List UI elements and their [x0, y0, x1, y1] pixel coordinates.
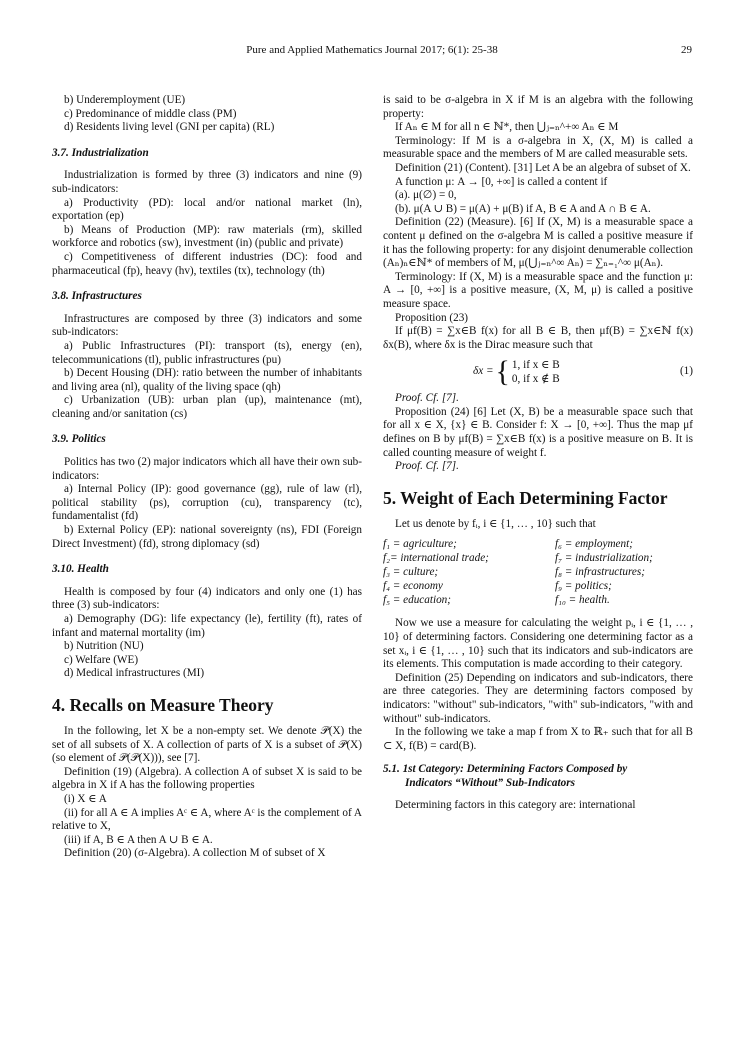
factor-item: f₇ = industrialization; [555, 552, 653, 565]
list-item: (i) X ∈ A [64, 792, 107, 805]
paragraph: In the following we take a map f from X to ℝ₊ such that for all B ⊂ X, f(B) = card(B). [383, 726, 693, 752]
section-heading-health: 3.10. Health [52, 563, 109, 576]
journal-citation: Pure and Applied Mathematics Journal 2017; 6(1): 25-38 [246, 44, 498, 56]
paragraph: Industrialization is formed by three (3) indicators and nine (9) sub-indicators: [52, 169, 362, 195]
section-heading-measure-theory: 4. Recalls on Measure Theory [52, 694, 274, 715]
list-item: a) Demography (DG): life expectancy (le), fertility (ft), rates of infant and maternal mortality (im) [52, 613, 362, 639]
equation-lhs: δx = [473, 365, 494, 378]
factor-item: f₁₀ = health. [555, 594, 610, 607]
page-header [52, 44, 692, 60]
definition-21: Definition (21) (Content). [31] Let A be an algebra of subset of X. [395, 161, 691, 174]
list-item: (iii) if A, B ∈ A then A ∪ B ∈ A. [64, 833, 213, 846]
list-item: c) Predominance of middle class (PM) [64, 107, 237, 120]
list-item: b) Underemployment (UE) [64, 94, 186, 106]
equation-case: 0, if x ∉ B [511, 373, 560, 386]
proposition-23: Proposition (23) [395, 311, 469, 324]
equation-cases [512, 358, 560, 386]
paragraph: Determining factors in this category are: international [395, 798, 636, 811]
section-heading-politics: 3.9. Politics [52, 433, 106, 446]
paragraph: A function μ: A → [0, +∞] is called a content if [395, 175, 608, 188]
left-column [52, 94, 362, 861]
equation-1 [383, 355, 693, 389]
factor-item: f₄ = economy [383, 580, 443, 593]
equation-number: (1) [679, 365, 693, 378]
paragraph: Health is composed by four (4) indicators and only one (1) has three (3) sub-indicators: [52, 585, 362, 612]
factor-table [383, 537, 693, 607]
list-item: a) Productivity (PD): local and/or national market (ln), exportation (ep) [52, 196, 362, 223]
factor-item: f₈ = infrastructures; [555, 566, 645, 579]
paragraph: In the following, let X be a non-empty set. We denote 𝒫(X) the set of all subsets of X. A collection of parts of X is a subset of 𝒫(X) (so element of 𝒫(𝒫(X))), see [7]. [52, 724, 362, 765]
factor-item: f₅ = education; [383, 594, 451, 607]
list-item: (a). μ(∅) = 0, [395, 189, 457, 202]
subsection-heading-line: 5.1. 1st Category: Determining Factors Composed by [383, 763, 628, 776]
subsection-heading-line: Indicators “Without” Sub-Indicators [405, 776, 575, 789]
factor-item: f₁ = agriculture; [383, 538, 457, 551]
definition-19: Definition (19) (Algebra). A collection A of subset X is said to be algebra in X if A has the following properties [52, 765, 362, 792]
proposition-24: Proposition (24) [6] Let (X, B) be a measurable space such that for all x ∈ X, {x} ∈ B. Consider f: X → [0, +∞]. Thus the map μf defines on B by μf(B) = ∑x∈B f(x) is a positive measure on B. It is called counting measure of weight f. [383, 405, 693, 459]
factor-item: f₉ = politics; [555, 580, 612, 593]
paragraph: If μf(B) = ∑x∈B f(x) for all B ∈ B, then μf(B) = ∑x∈ℕ f(x) δx(B), where δx is the Dirac measure such that [383, 325, 693, 351]
right-column [383, 94, 693, 812]
list-item: c) Urbanization (UB): urban plan (up), maintenance (mt), cleaning and/or sanitation (cs) [52, 394, 362, 420]
factor-item: f₆ = employment; [555, 538, 633, 551]
page-number: 29 [681, 44, 692, 56]
proof: Proof. Cf. [7]. [395, 392, 459, 405]
section-heading-infrastructures: 3.8. Infrastructures [52, 290, 142, 303]
paragraph: Politics has two (2) major indicators which all have their own sub-indicators: [52, 456, 362, 482]
list-item: d) Medical infrastructures (MI) [64, 667, 205, 680]
paragraph: Now we use a measure for calculating the weight pᵢ, i ∈ {1, … , 10} of determining factors. Considering one determining factor as a set xᵢ, i ∈ {1, … , 10} such that its indicators and sub-indicators are its elements. This computation is made according to their category. [383, 617, 693, 671]
list-item: (b). μ(A ∪ B) = μ(A) + μ(B) if A, B ∈ A and A ∩ B ∈ A. [395, 202, 651, 215]
paragraph: Infrastructures are composed by three (3) indicators and some sub-indicators: [52, 312, 362, 339]
subsection-heading-first-category [383, 763, 693, 790]
paragraph: is said to be σ-algebra in X if M is an algebra with the following property: [383, 94, 693, 120]
list-item: c) Competitiveness of different industries (DC): food and pharmaceutical (fp), heavy (hv), textiles (tx), technology (th) [52, 250, 362, 277]
list-item: b) Decent Housing (DH): ratio between the number of inhabitants and living area (nl), quality of the living space (qh) [52, 367, 362, 393]
section-heading-industrialization: 3.7. Industrialization [52, 146, 149, 159]
list-item: d) Residents living level (GNI per capita) (RL) [64, 121, 275, 134]
definition-25: Definition (25) Depending on indicators and sub-indicators, there are three categories. They are determining factors composed by indicators: "without" sub-indicators, "with" sub-indicators, "with and without" sub-indicators. [383, 671, 693, 725]
section-heading-weight: 5. Weight of Each Determining Factor [383, 487, 668, 508]
list-item: b) External Policy (EP): national sovereignty (ns), FDI (Foreign Direct Investment) (fd), strong diplomacy (sd) [52, 524, 362, 550]
factor-item: f₂= international trade; [383, 552, 489, 565]
list-item: b) Nutrition (NU) [64, 640, 144, 653]
list-item: a) Public Infrastructures (PI): transport (ts), energy (en), telecommunications (tl), public infrastructures (pu) [52, 339, 362, 366]
list-item: b) Means of Production (MP): raw materials (rm), skilled workforce and robotics (sw), investment (in) (public and private) [52, 223, 362, 250]
paragraph: Let us denote by fᵢ, i ∈ {1, … , 10} such that [395, 517, 596, 530]
list-item: a) Internal Policy (IP): good governance (gg), rule of law (rl), political stability (ps), corruption (cu), transparency (tc), fundamentalist (fd) [52, 483, 362, 523]
equation-case: 1, if x ∈ B [511, 359, 560, 372]
definition-20: Definition (20) (σ-Algebra). A collection M of subset of X [64, 847, 326, 860]
factor-item: f₃ = culture; [383, 566, 439, 579]
list-item: (ii) for all A ∈ A implies Aᶜ ∈ A, where Aᶜ is the complement of A relative to X, [52, 806, 362, 833]
paragraph: If Aₙ ∈ M for all n ∈ ℕ*, then ⋃ⱼ₌ₙ^+∞ Aₙ ∈ M [395, 121, 619, 134]
paragraph: Terminology: If M is a σ-algebra in X, (X, M) is called a measurable space and the members of M are called measurable sets. [383, 134, 693, 161]
brace-symbol: { [495, 355, 510, 389]
paragraph: Terminology: If (X, M) is a measurable space and the function μ: A → [0, +∞] is a positive measure, (X, M, μ) is called a positive measure space. [383, 270, 693, 310]
proof: Proof. Cf. [7]. [395, 460, 459, 473]
list-item: c) Welfare (WE) [64, 653, 139, 666]
definition-22: Definition (22) (Measure). [6] If (X, M) is a measurable space a content μ defined on the σ-algebra M is called a positive measure if it has the following property: for any disjoint denumerable collection (Aₙ)ₙ∈ℕ* of members of M, μ(⋃ⱼ₌ₙ^∞ Aₙ) = ∑ₙ₌₁^∞ μ(Aₙ). [383, 216, 693, 270]
